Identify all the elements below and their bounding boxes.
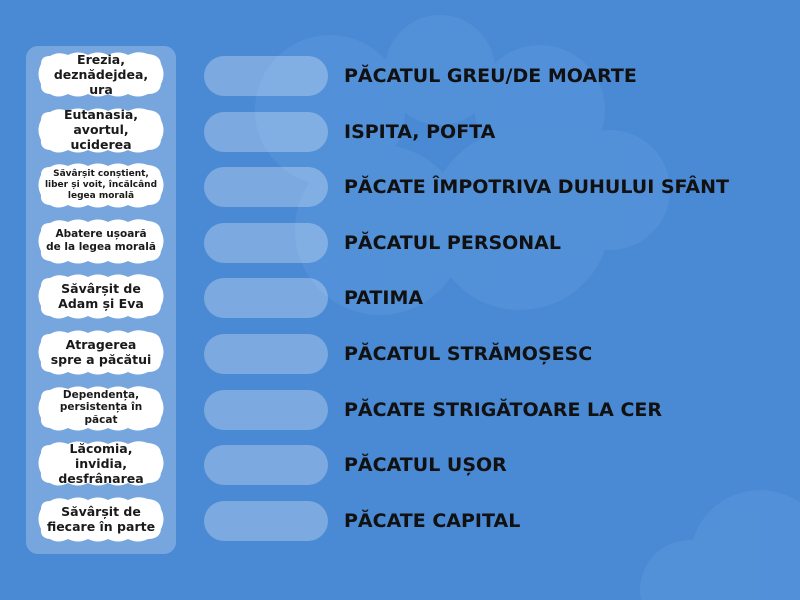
answer-card-text: Săvârșit de fiecare în parte (46, 503, 156, 534)
answer-card-text: Lăcomia, invidia, desfrânarea (58, 440, 144, 486)
answer-card[interactable] (36, 495, 166, 543)
answer-card[interactable] (36, 106, 166, 154)
drop-slot[interactable] (204, 112, 328, 152)
target-label: PATIMA (344, 287, 424, 310)
target-label: ISPITA, POFTA (344, 120, 496, 143)
answer-card-text: Eutanasia, avortul, uciderea (63, 107, 139, 153)
drop-slot[interactable] (204, 223, 328, 263)
target-label: PĂCATUL PERSONAL (344, 231, 561, 254)
answer-card-text: Abatere ușoară de la legea morală (46, 228, 156, 253)
drop-slot[interactable] (204, 445, 328, 485)
drop-slot[interactable] (204, 334, 328, 374)
answer-card[interactable] (36, 328, 166, 376)
target-label: PĂCATE STRIGĂTOARE LA CER (344, 398, 663, 421)
answer-card[interactable] (36, 50, 166, 98)
drop-slot[interactable] (204, 167, 328, 207)
target-label: PĂCATE CAPITAL (344, 509, 521, 532)
target-label: PĂCATUL GREU/DE MOARTE (344, 65, 637, 87)
answer-card[interactable] (36, 272, 166, 320)
answer-card-text: Săvârșit conștient, liber și voit, încălcând legea morală (44, 168, 158, 201)
drop-slot[interactable] (204, 278, 328, 318)
answer-card[interactable] (36, 439, 166, 487)
target-label: PĂCATE ÎMPOTRIVA DUHULUI SFÂNT (344, 176, 729, 199)
answer-card[interactable] (36, 161, 166, 209)
drop-slot[interactable] (204, 56, 328, 96)
answer-card-text: Atragerea spre a păcătui (50, 337, 152, 367)
drop-slot[interactable] (204, 390, 328, 430)
answer-card[interactable] (36, 217, 166, 265)
answer-card-text: Erezia, deznădejdea, ura (53, 51, 149, 97)
answer-card-text: Săvârșit de Adam și Eva (58, 281, 144, 312)
target-label: PĂCATUL UȘOR (344, 454, 507, 477)
target-label: PĂCATUL STRĂMOȘESC (344, 343, 593, 365)
drop-slot[interactable] (204, 501, 328, 541)
answer-card[interactable] (36, 384, 166, 432)
answer-card-text: Dependența, persistența în păcat (59, 388, 143, 426)
